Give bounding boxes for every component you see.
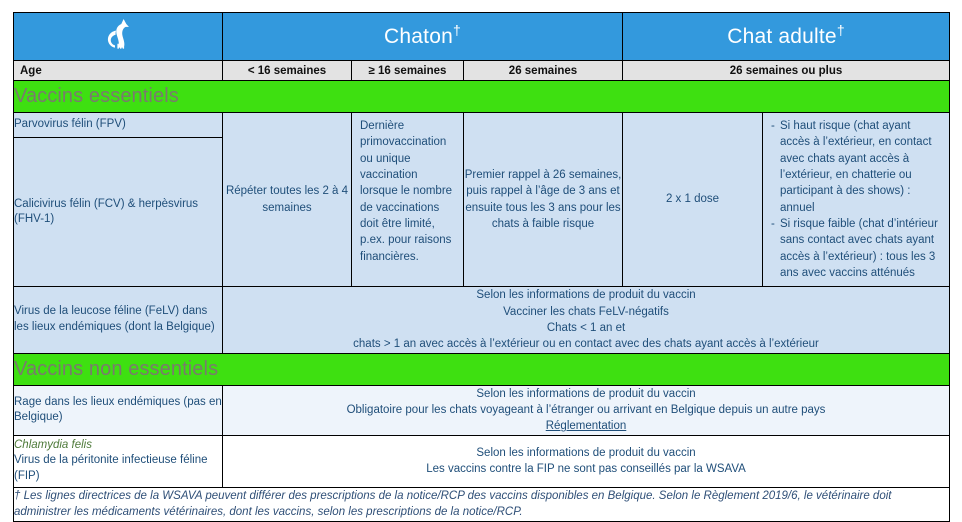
label-fip: Virus de la péritonite infectieuse féline (FIP) xyxy=(14,454,208,482)
age-kitten-lt16: < 16 semaines xyxy=(223,61,352,81)
rabies-regulation-link[interactable]: Réglementation xyxy=(545,420,627,433)
cat-icon xyxy=(103,18,133,50)
header-kitten-dagger: † xyxy=(452,21,461,38)
age-adult-26plus: 26 semaines ou plus xyxy=(623,61,950,81)
rabies-line-2: Obligatoire pour les chats voyageant à l’étranger ou arrivant en Belgique depuis un autre pays xyxy=(346,403,826,416)
felv-line-2: Vacciner les chats FeLV-négatifs xyxy=(503,305,669,318)
header-adult-label: Chat adulte xyxy=(727,24,837,48)
section-core-vaccines xyxy=(14,81,950,113)
age-kitten-26: 26 semaines xyxy=(464,61,623,81)
cell-core-kitten-ge16: Dernière primovaccination ou unique vaccination lorsque le nombre de vaccinations doit être limité, p.ex. pour raisons financières. xyxy=(352,113,464,287)
cell-core-adult-dose: 2 x 1 dose xyxy=(623,113,763,287)
cell-core-kitten-26: Premier rappel à 26 semaines, puis rappel à l’âge de 3 ans et ensuite tous les 3 ans pour les chats à faible risque xyxy=(464,113,623,287)
row-chlamydia-fip-label xyxy=(14,435,223,487)
row-fpv-label: Parvovirus félin (FPV) xyxy=(14,113,223,138)
header-kitten xyxy=(223,13,623,61)
vaccination-schedule-table xyxy=(13,12,950,522)
risk-bullet-list xyxy=(771,118,943,281)
row-fpv xyxy=(14,113,950,138)
header-adult xyxy=(623,13,950,61)
row-felv-label: Virus de la leucose féline (FeLV) dans les lieux endémiques (dont la Belgique) xyxy=(14,287,223,353)
age-row xyxy=(14,61,950,81)
chlamydia-line-1: Selon les informations de produit du vaccin xyxy=(476,446,696,459)
row-chlamydia-fip xyxy=(14,435,950,487)
rabies-regulation-link-wrap xyxy=(223,418,949,434)
age-row-label: Age xyxy=(14,61,223,81)
cell-core-kitten-lt16: Répéter toutes les 2 à 4 semaines xyxy=(223,113,352,287)
label-chlamydia-felis: Chlamydia felis xyxy=(14,438,92,451)
row-felv xyxy=(14,287,950,353)
cell-chlamydia-fip-info xyxy=(223,435,950,487)
chlamydia-line-2: Les vaccins contre la FIP ne sont pas conseillés par la WSAVA xyxy=(426,463,746,476)
section-noncore-vaccines-title: Vaccins non essentiels xyxy=(14,353,950,385)
row-rabies xyxy=(14,385,950,435)
risk-bullet-low: - Si risque faible (chat d’intérieur sans contact avec chats ayant accès à l’extérieur) : tous les 3 ans avec vaccins atténués xyxy=(771,216,943,281)
felv-line-3: Chats < 1 an et xyxy=(546,321,626,334)
row-rabies-label: Rage dans les lieux endémiques (pas en Belgique) xyxy=(14,385,223,435)
cat-icon-cell xyxy=(14,13,223,61)
row-fcv-fhv-label: Calicivirus félin (FCV) & herpèsvirus (FHV-1) xyxy=(14,138,223,287)
felv-line-1: Selon les informations de produit du vaccin xyxy=(476,289,696,302)
cell-felv-info xyxy=(223,287,950,353)
table-header-row xyxy=(14,13,950,61)
cell-rabies-info xyxy=(223,385,950,435)
section-noncore-vaccines xyxy=(14,353,950,385)
footnote-text: † Les lignes directrices de la WSAVA peuvent différer des prescriptions de la notice/RCP des vaccins disponibles en Belgique. Selon le Règlement 2019/6, le vétérinaire doit administrer les médicaments vétérinaires, dont les vaccins, selon les prescriptions de la notice/RCP. xyxy=(14,487,950,521)
section-core-vaccines-title: Vaccins essentiels xyxy=(14,81,950,113)
felv-line-4: chats > 1 an avec accès à l’extérieur ou en contact avec des chats ayant accès à l’extérieur xyxy=(353,338,819,351)
cell-core-adult-risk xyxy=(763,113,950,287)
header-adult-dagger: † xyxy=(836,21,845,38)
risk-bullet-high: - Si haut risque (chat ayant accès à l’extérieur, en contact avec chats ayant accès à l’extérieur, en chatterie ou participant à des shows) : annuel xyxy=(771,118,943,216)
rabies-line-1: Selon les informations de produit du vaccin xyxy=(476,387,696,400)
header-kitten-label: Chaton xyxy=(384,24,453,48)
footnote-row xyxy=(14,487,950,521)
age-kitten-ge16: ≥ 16 semaines xyxy=(352,61,464,81)
